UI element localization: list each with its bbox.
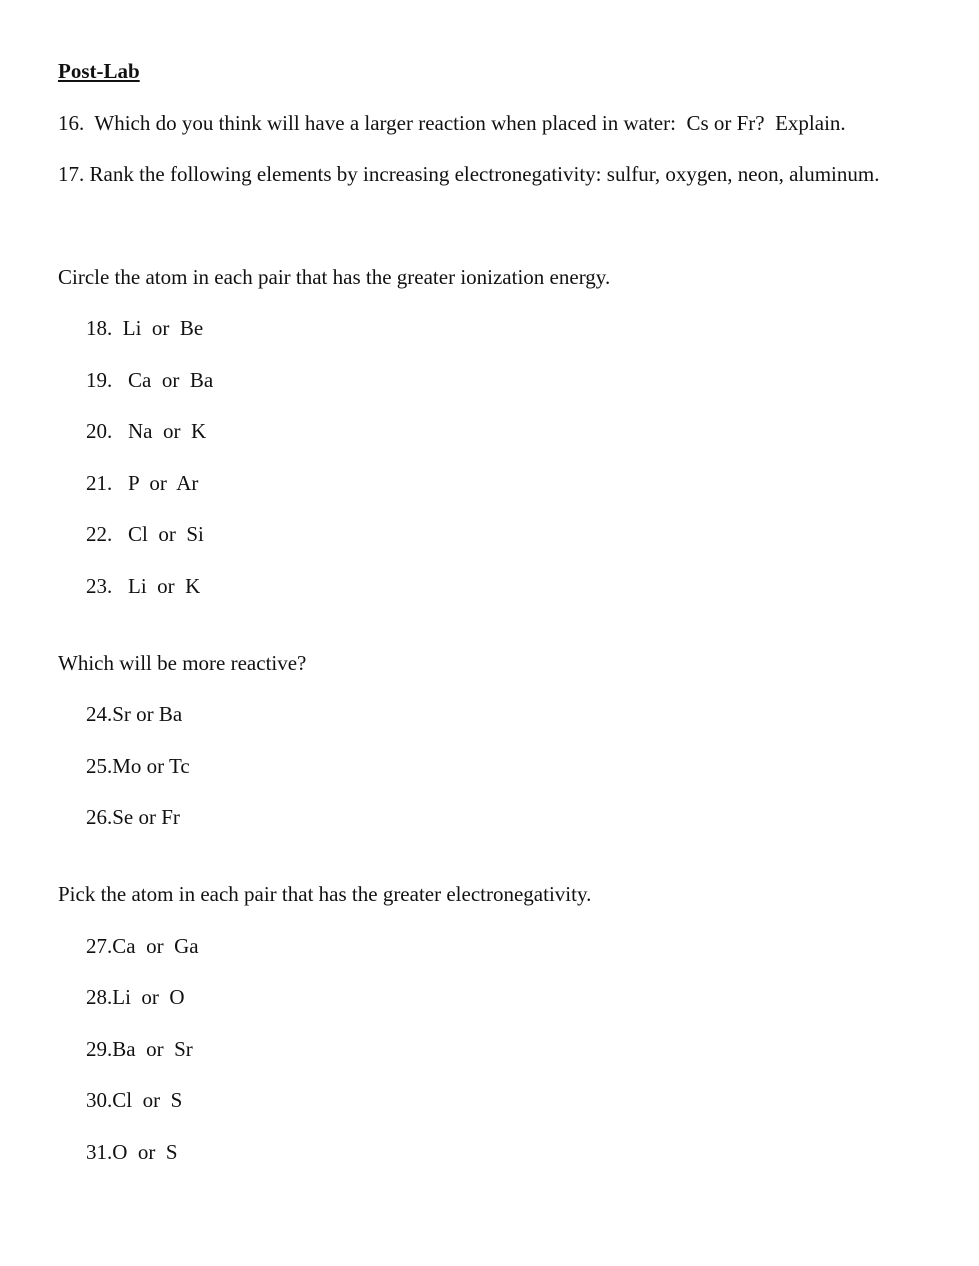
question-22: 22. Cl or Si — [86, 522, 204, 546]
question-27: 27.Ca or Ga — [86, 934, 199, 958]
question-18: 18. Li or Be — [86, 316, 204, 340]
question-24: 24.Sr or Ba — [86, 702, 183, 726]
question-28: 28.Li or O — [86, 985, 185, 1009]
question-20: 20. Na or K — [86, 419, 207, 443]
page-title: Post-Lab — [58, 59, 140, 83]
question-31: 31.O or S — [86, 1140, 178, 1164]
question-21: 21. P or Ar — [86, 471, 199, 495]
question-19: 19. Ca or Ba — [86, 368, 214, 392]
question-26: 26.Se or Fr — [86, 805, 180, 829]
reactive-heading: Which will be more reactive? — [58, 651, 307, 675]
ionization-heading: Circle the atom in each pair that has the greater ionization energy. — [58, 265, 611, 289]
question-25: 25.Mo or Tc — [86, 754, 190, 778]
electronegativity-heading: Pick the atom in each pair that has the greater electronegativity. — [58, 882, 592, 906]
question-23: 23. Li or K — [86, 574, 201, 598]
question-16: 16. Which do you think will have a larger reaction when placed in water: Cs or Fr? Explain. — [58, 111, 846, 135]
question-29: 29.Ba or Sr — [86, 1037, 193, 1061]
question-17: 17. Rank the following elements by increasing electronegativity: sulfur, oxygen, neon, aluminum. — [58, 162, 880, 186]
question-30: 30.Cl or S — [86, 1088, 183, 1112]
